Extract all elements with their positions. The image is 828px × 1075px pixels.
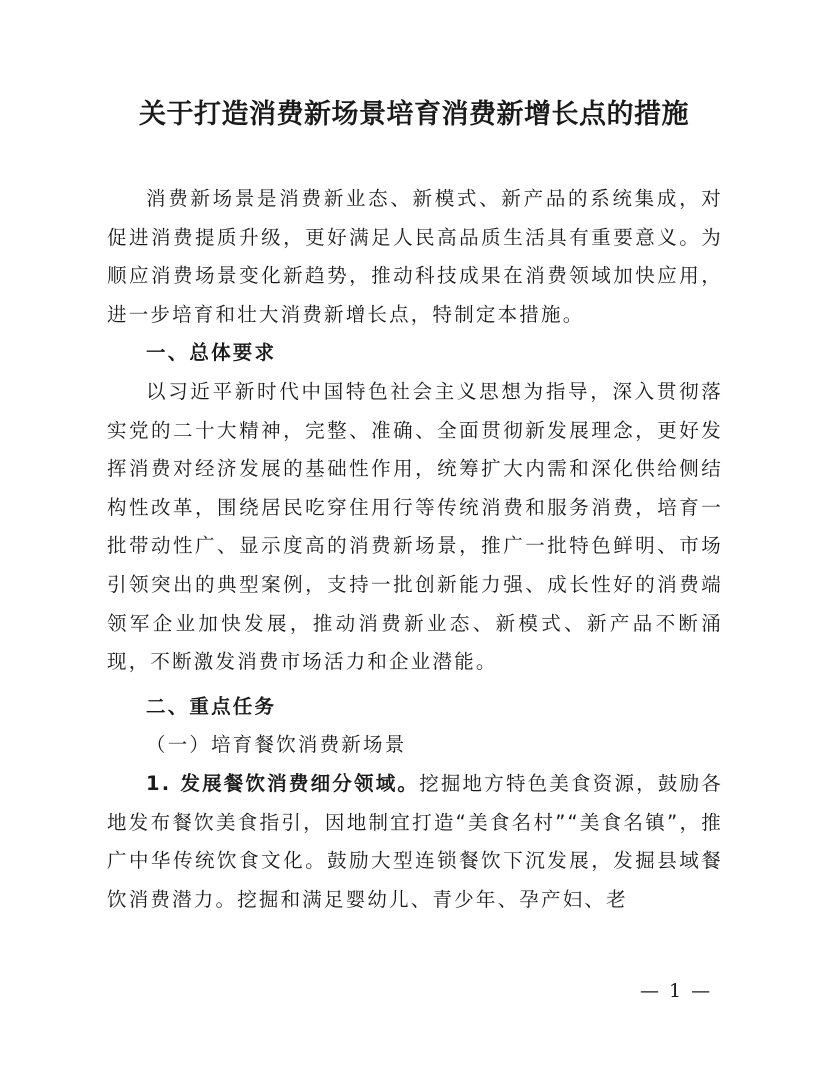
section-heading-general-requirements: 一、总体要求 bbox=[146, 341, 277, 365]
intro-paragraph: 消费新场景是消费新业态、新模式、新产品的系统集成，对促进消费提质升级，更好满足人民高品质生活具有重要意义。为顺应消费场景变化新趋势，推动科技成果在消费领域加快应用，进一步培育和壮大消费新增长点，特制定本措施。 bbox=[107, 187, 723, 326]
item-lead: 1. 发展餐饮消费细分领域。 bbox=[146, 771, 420, 795]
subsection-heading-catering: （一）培育餐饮消费新场景 bbox=[146, 733, 407, 757]
document-title: 关于打造消费新场景培育消费新增长点的措施 bbox=[139, 99, 689, 130]
section-heading-key-tasks: 二、重点任务 bbox=[146, 694, 277, 718]
general-requirements-paragraph: 以习近平新时代中国特色社会主义思想为指导，深入贯彻落实党的二十大精神，完整、准确、全面贯彻新发展理念，更好发挥消费对经济发展的基础性作用，统筹扩大内需和深化供给侧结构性改革，围绕居民吃穿住用行等传统消费和服务消费，培育一批带动性广、显示度高的消费新场景，推广一批特色鲜明、市场引领突出的典型案例，支持一批创新能力强、成长性好的消费端领军企业加快发展，推动消费新业态、新模式、新产品不断涌现，不断激发消费市场活力和企业潜能。 bbox=[107, 379, 723, 674]
item-text: 挖掘地方特色美食资源，鼓励各地发布餐饮美食指引，因地制宜打造“美食名村”“美食名镇”，推广中华传统饮食文化。鼓励大型连锁餐饮下沉发展，发掘县域餐饮消费潜力。挖掘和满足婴幼儿、青少年、孕产妇、老 bbox=[107, 771, 723, 911]
page-number: — 1 — bbox=[640, 980, 713, 1002]
document-body bbox=[107, 180, 723, 919]
item-paragraph-catering bbox=[107, 765, 723, 919]
